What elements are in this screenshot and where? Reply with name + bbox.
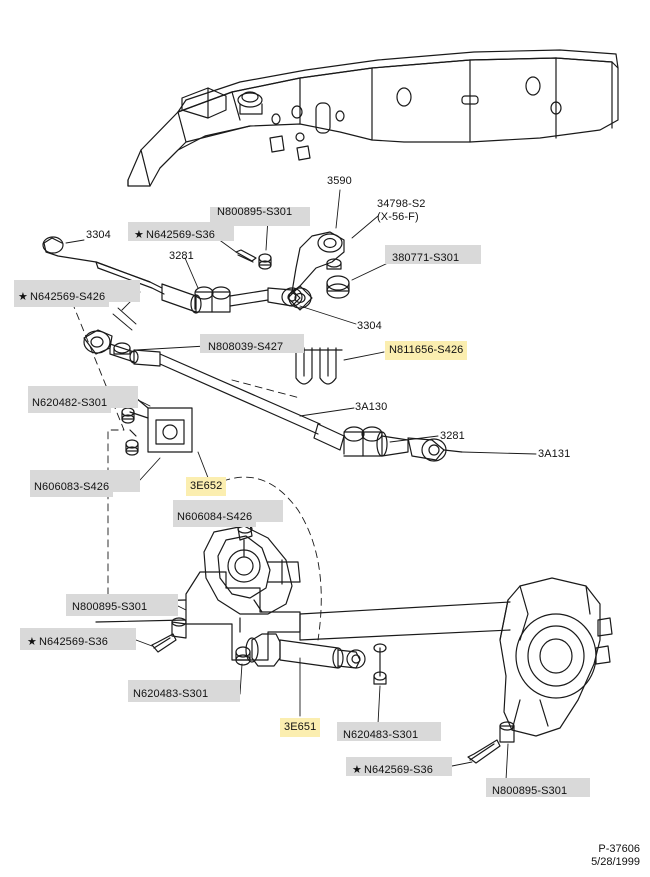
part-callout [377, 211, 419, 224]
part-number-label: 3281 [169, 250, 194, 262]
part-callout [86, 229, 111, 242]
part-callout [28, 394, 111, 413]
part-callout [385, 341, 467, 360]
part-callout [343, 729, 418, 742]
part-number-label: N606083-S426 [34, 481, 110, 493]
part-number-label: N811656-S426 [389, 344, 464, 356]
part-number-label: 3281 [440, 430, 465, 442]
part-number-label: N800895-S301 [217, 206, 293, 218]
left-knuckle-fasteners [152, 618, 186, 652]
part-number-label: 380771-S301 [392, 252, 460, 264]
part-callout [355, 401, 387, 414]
part-number-label: N808039-S427 [208, 341, 284, 353]
part-number-label: N800895-S301 [492, 785, 568, 797]
part-callout [186, 477, 226, 496]
part-callout [492, 785, 567, 798]
star-icon: ★ [27, 636, 37, 648]
part-number-label: N620482-S301 [32, 397, 108, 409]
part-callout [14, 288, 109, 307]
part-number-label: N800895-S301 [72, 601, 148, 613]
steering-damper [246, 634, 386, 684]
part-callout [208, 341, 283, 354]
drawing-date: 5/28/1999 [591, 856, 640, 868]
part-callout [352, 764, 433, 777]
part-number-label: N642569-S36 [145, 229, 215, 241]
part-callout [327, 175, 352, 188]
part-callout [169, 250, 194, 263]
part-number-label: 34798-S2 [377, 198, 426, 210]
pitman-arm [236, 232, 349, 310]
part-number-label: (X-56-F) [377, 211, 419, 223]
part-number-label: 3A130 [355, 401, 388, 413]
part-callout [538, 448, 570, 461]
part-callout [280, 718, 320, 737]
part-callout [440, 430, 465, 443]
part-number-label: 3E652 [190, 480, 223, 492]
part-callout [357, 320, 382, 333]
part-number-label: N642569-S36 [38, 636, 108, 648]
steering-knuckle-right [468, 578, 612, 763]
part-callout [134, 229, 215, 242]
part-number-label: 3590 [327, 175, 352, 187]
drawing-footer [591, 843, 640, 869]
part-number-label: 3A131 [538, 448, 571, 460]
part-callout [173, 508, 256, 527]
frame-crossmember [128, 50, 618, 186]
star-icon: ★ [134, 229, 144, 241]
part-callout [30, 478, 113, 497]
star-icon: ★ [18, 291, 28, 303]
part-number-label: N620483-S301 [133, 688, 209, 700]
part-callout [392, 252, 459, 265]
part-number-label: N642569-S36 [363, 764, 433, 776]
drawing-number: P-37606 [598, 843, 640, 855]
part-number-label: 3E651 [284, 721, 317, 733]
part-number-label: N642569-S426 [29, 291, 106, 303]
part-callout [72, 601, 147, 614]
part-number-label: N606084-S426 [177, 511, 253, 523]
part-number-label: 3304 [357, 320, 382, 332]
part-callout [377, 198, 426, 211]
part-callout [133, 688, 208, 701]
part-number-label: 3304 [86, 229, 111, 241]
u-bolt [292, 348, 342, 384]
part-callout [27, 636, 108, 649]
part-number-label: N620483-S301 [343, 729, 419, 741]
star-icon: ★ [352, 764, 362, 776]
part-callout [217, 206, 292, 219]
